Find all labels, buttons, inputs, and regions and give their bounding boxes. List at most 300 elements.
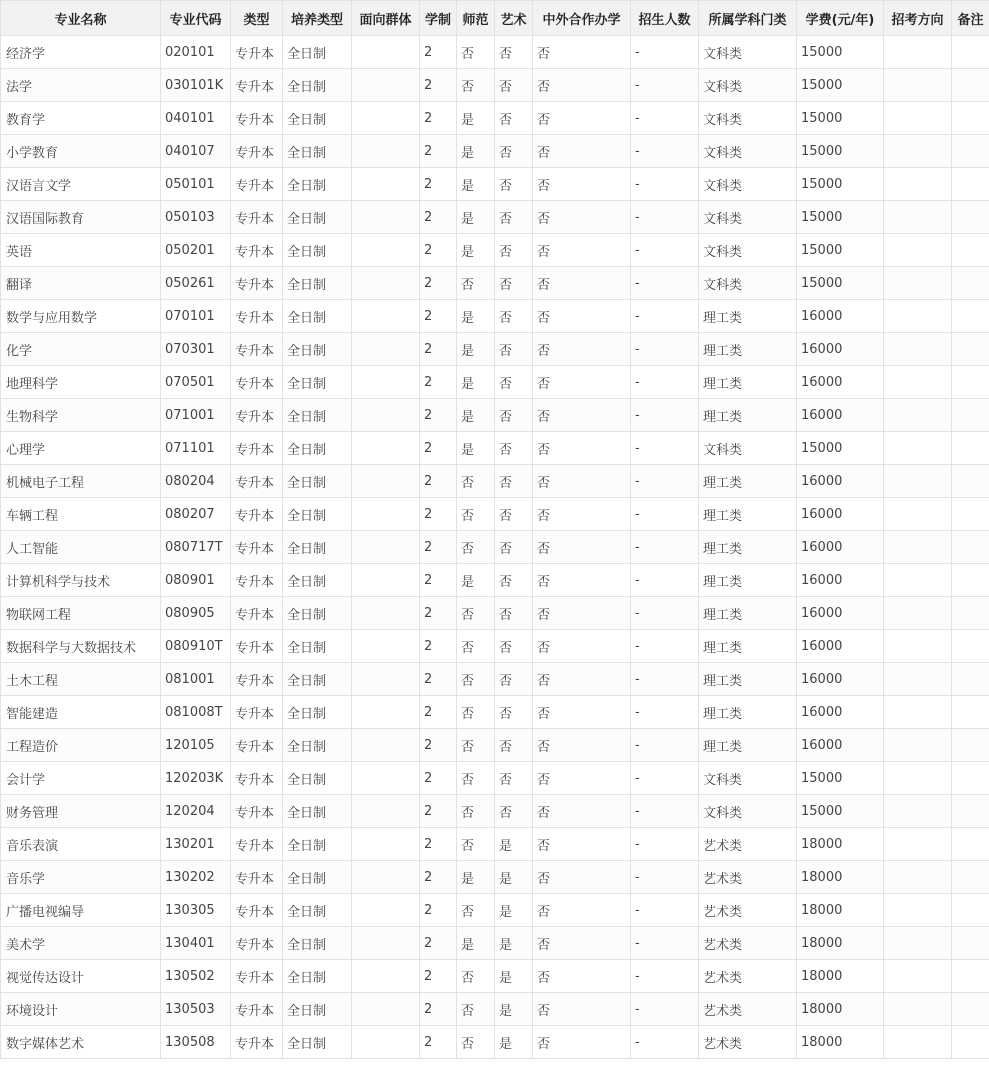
cell-exam-direction <box>884 300 952 333</box>
cell-exam-direction <box>884 267 952 300</box>
cell-discipline: 理工类 <box>699 333 797 366</box>
cell-duration: 2 <box>420 531 457 564</box>
cell-major-code: 050261 <box>161 267 231 300</box>
cell-major-name: 英语 <box>1 234 161 267</box>
header-duration: 学制 <box>420 1 457 36</box>
cell-remarks <box>952 465 989 498</box>
cell-major-code: 050101 <box>161 168 231 201</box>
cell-study-mode: 全日制 <box>283 465 352 498</box>
cell-joint-program: 否 <box>533 201 631 234</box>
cell-duration: 2 <box>420 993 457 1026</box>
table-row <box>1 465 989 498</box>
cell-exam-direction <box>884 597 952 630</box>
cell-art: 否 <box>495 597 533 630</box>
cell-enrollment: - <box>631 828 699 861</box>
cell-type: 专升本 <box>231 267 283 300</box>
cell-normal-school: 否 <box>457 894 495 927</box>
cell-joint-program: 否 <box>533 960 631 993</box>
table-body <box>1 36 989 1059</box>
cell-major-code: 080717T <box>161 531 231 564</box>
cell-art: 否 <box>495 795 533 828</box>
cell-duration: 2 <box>420 267 457 300</box>
cell-type: 专升本 <box>231 696 283 729</box>
table-row <box>1 960 989 993</box>
cell-remarks <box>952 267 989 300</box>
cell-major-code: 120105 <box>161 729 231 762</box>
cell-joint-program: 否 <box>533 663 631 696</box>
cell-duration: 2 <box>420 729 457 762</box>
cell-type: 专升本 <box>231 663 283 696</box>
cell-exam-direction <box>884 960 952 993</box>
cell-duration: 2 <box>420 762 457 795</box>
cell-duration: 2 <box>420 102 457 135</box>
cell-target-group <box>352 663 420 696</box>
cell-major-name: 教育学 <box>1 102 161 135</box>
cell-major-code: 130503 <box>161 993 231 1026</box>
header-study-mode: 培养类型 <box>283 1 352 36</box>
cell-major-name: 数字媒体艺术 <box>1 1026 161 1059</box>
table-row <box>1 36 989 69</box>
table-row <box>1 762 989 795</box>
cell-type: 专升本 <box>231 1026 283 1059</box>
cell-study-mode: 全日制 <box>283 36 352 69</box>
cell-target-group <box>352 498 420 531</box>
cell-discipline: 艺术类 <box>699 993 797 1026</box>
cell-duration: 2 <box>420 366 457 399</box>
cell-type: 专升本 <box>231 333 283 366</box>
cell-discipline: 文科类 <box>699 795 797 828</box>
cell-enrollment: - <box>631 795 699 828</box>
cell-art: 是 <box>495 960 533 993</box>
table-row <box>1 696 989 729</box>
cell-exam-direction <box>884 465 952 498</box>
cell-art: 否 <box>495 498 533 531</box>
cell-duration: 2 <box>420 927 457 960</box>
cell-normal-school: 是 <box>457 432 495 465</box>
cell-study-mode: 全日制 <box>283 729 352 762</box>
cell-target-group <box>352 861 420 894</box>
cell-type: 专升本 <box>231 531 283 564</box>
cell-enrollment: - <box>631 696 699 729</box>
cell-art: 否 <box>495 102 533 135</box>
header-art: 艺术 <box>495 1 533 36</box>
cell-study-mode: 全日制 <box>283 696 352 729</box>
cell-normal-school: 否 <box>457 993 495 1026</box>
cell-remarks <box>952 663 989 696</box>
cell-study-mode: 全日制 <box>283 960 352 993</box>
cell-exam-direction <box>884 531 952 564</box>
cell-study-mode: 全日制 <box>283 201 352 234</box>
cell-study-mode: 全日制 <box>283 333 352 366</box>
cell-normal-school: 是 <box>457 564 495 597</box>
cell-enrollment: - <box>631 267 699 300</box>
cell-exam-direction <box>884 69 952 102</box>
cell-tuition: 15000 <box>797 102 884 135</box>
cell-major-name: 音乐表演 <box>1 828 161 861</box>
cell-study-mode: 全日制 <box>283 1026 352 1059</box>
cell-remarks <box>952 828 989 861</box>
cell-discipline: 文科类 <box>699 432 797 465</box>
cell-exam-direction <box>884 663 952 696</box>
cell-major-code: 050201 <box>161 234 231 267</box>
cell-duration: 2 <box>420 399 457 432</box>
cell-joint-program: 否 <box>533 135 631 168</box>
cell-major-name: 小学教育 <box>1 135 161 168</box>
cell-study-mode: 全日制 <box>283 531 352 564</box>
cell-type: 专升本 <box>231 366 283 399</box>
table-row <box>1 795 989 828</box>
cell-type: 专升本 <box>231 432 283 465</box>
cell-art: 否 <box>495 465 533 498</box>
cell-study-mode: 全日制 <box>283 135 352 168</box>
cell-duration: 2 <box>420 300 457 333</box>
cell-exam-direction <box>884 201 952 234</box>
cell-remarks <box>952 630 989 663</box>
cell-exam-direction <box>884 795 952 828</box>
cell-major-name: 车辆工程 <box>1 498 161 531</box>
cell-major-name: 计算机科学与技术 <box>1 564 161 597</box>
cell-joint-program: 否 <box>533 333 631 366</box>
cell-exam-direction <box>884 828 952 861</box>
cell-joint-program: 否 <box>533 762 631 795</box>
cell-exam-direction <box>884 894 952 927</box>
table-row <box>1 564 989 597</box>
cell-duration: 2 <box>420 564 457 597</box>
table-row <box>1 333 989 366</box>
cell-major-name: 视觉传达设计 <box>1 960 161 993</box>
cell-remarks <box>952 861 989 894</box>
cell-remarks <box>952 234 989 267</box>
cell-duration: 2 <box>420 597 457 630</box>
cell-tuition: 15000 <box>797 69 884 102</box>
cell-remarks <box>952 597 989 630</box>
cell-discipline: 文科类 <box>699 168 797 201</box>
header-exam-direction: 招考方向 <box>884 1 952 36</box>
cell-normal-school: 否 <box>457 531 495 564</box>
cell-major-name: 经济学 <box>1 36 161 69</box>
cell-joint-program: 否 <box>533 102 631 135</box>
header-joint-program: 中外合作办学 <box>533 1 631 36</box>
cell-enrollment: - <box>631 597 699 630</box>
cell-study-mode: 全日制 <box>283 300 352 333</box>
cell-major-code: 080207 <box>161 498 231 531</box>
table-row <box>1 861 989 894</box>
cell-study-mode: 全日制 <box>283 894 352 927</box>
cell-exam-direction <box>884 1026 952 1059</box>
cell-discipline: 艺术类 <box>699 927 797 960</box>
cell-enrollment: - <box>631 927 699 960</box>
cell-discipline: 艺术类 <box>699 960 797 993</box>
cell-major-name: 广播电视编导 <box>1 894 161 927</box>
cell-art: 否 <box>495 36 533 69</box>
cell-duration: 2 <box>420 201 457 234</box>
cell-type: 专升本 <box>231 564 283 597</box>
cell-tuition: 15000 <box>797 267 884 300</box>
cell-enrollment: - <box>631 432 699 465</box>
cell-art: 否 <box>495 630 533 663</box>
cell-tuition: 16000 <box>797 564 884 597</box>
cell-major-name: 心理学 <box>1 432 161 465</box>
cell-joint-program: 否 <box>533 498 631 531</box>
cell-art: 否 <box>495 168 533 201</box>
cell-duration: 2 <box>420 498 457 531</box>
cell-enrollment: - <box>631 960 699 993</box>
cell-major-name: 物联网工程 <box>1 597 161 630</box>
cell-remarks <box>952 696 989 729</box>
cell-remarks <box>952 102 989 135</box>
cell-normal-school: 否 <box>457 828 495 861</box>
cell-target-group <box>352 597 420 630</box>
table-row <box>1 927 989 960</box>
cell-tuition: 15000 <box>797 234 884 267</box>
table-row <box>1 432 989 465</box>
cell-exam-direction <box>884 234 952 267</box>
cell-exam-direction <box>884 696 952 729</box>
cell-art: 否 <box>495 201 533 234</box>
cell-duration: 2 <box>420 960 457 993</box>
cell-enrollment: - <box>631 762 699 795</box>
cell-target-group <box>352 201 420 234</box>
cell-type: 专升本 <box>231 168 283 201</box>
cell-exam-direction <box>884 366 952 399</box>
cell-remarks <box>952 795 989 828</box>
cell-joint-program: 否 <box>533 828 631 861</box>
cell-joint-program: 否 <box>533 696 631 729</box>
cell-major-code: 120203K <box>161 762 231 795</box>
cell-target-group <box>352 630 420 663</box>
table-row <box>1 102 989 135</box>
cell-joint-program: 否 <box>533 465 631 498</box>
cell-major-name: 人工智能 <box>1 531 161 564</box>
cell-major-code: 070301 <box>161 333 231 366</box>
cell-normal-school: 是 <box>457 135 495 168</box>
cell-joint-program: 否 <box>533 993 631 1026</box>
cell-tuition: 16000 <box>797 333 884 366</box>
cell-tuition: 18000 <box>797 861 884 894</box>
cell-target-group <box>352 465 420 498</box>
cell-major-code: 130202 <box>161 861 231 894</box>
cell-tuition: 16000 <box>797 498 884 531</box>
cell-remarks <box>952 762 989 795</box>
cell-study-mode: 全日制 <box>283 828 352 861</box>
cell-normal-school: 是 <box>457 234 495 267</box>
cell-target-group <box>352 531 420 564</box>
cell-type: 专升本 <box>231 300 283 333</box>
cell-discipline: 文科类 <box>699 69 797 102</box>
cell-target-group <box>352 234 420 267</box>
cell-type: 专升本 <box>231 36 283 69</box>
cell-discipline: 理工类 <box>699 531 797 564</box>
table-row <box>1 531 989 564</box>
cell-target-group <box>352 135 420 168</box>
cell-discipline: 理工类 <box>699 300 797 333</box>
cell-enrollment: - <box>631 102 699 135</box>
cell-enrollment: - <box>631 630 699 663</box>
cell-duration: 2 <box>420 432 457 465</box>
header-major-name: 专业名称 <box>1 1 161 36</box>
cell-type: 专升本 <box>231 927 283 960</box>
cell-study-mode: 全日制 <box>283 663 352 696</box>
cell-joint-program: 否 <box>533 267 631 300</box>
table-row <box>1 399 989 432</box>
cell-art: 否 <box>495 432 533 465</box>
cell-tuition: 18000 <box>797 960 884 993</box>
cell-discipline: 文科类 <box>699 234 797 267</box>
cell-remarks <box>952 300 989 333</box>
cell-major-code: 081001 <box>161 663 231 696</box>
cell-normal-school: 是 <box>457 102 495 135</box>
cell-enrollment: - <box>631 300 699 333</box>
cell-type: 专升本 <box>231 960 283 993</box>
table-row <box>1 663 989 696</box>
cell-study-mode: 全日制 <box>283 102 352 135</box>
cell-duration: 2 <box>420 135 457 168</box>
table-row <box>1 267 989 300</box>
cell-tuition: 18000 <box>797 993 884 1026</box>
cell-study-mode: 全日制 <box>283 597 352 630</box>
cell-type: 专升本 <box>231 135 283 168</box>
cell-major-name: 化学 <box>1 333 161 366</box>
cell-tuition: 18000 <box>797 894 884 927</box>
cell-discipline: 理工类 <box>699 663 797 696</box>
cell-normal-school: 是 <box>457 366 495 399</box>
cell-target-group <box>352 432 420 465</box>
cell-target-group <box>352 333 420 366</box>
cell-major-code: 130502 <box>161 960 231 993</box>
cell-remarks <box>952 993 989 1026</box>
cell-remarks <box>952 69 989 102</box>
cell-enrollment: - <box>631 993 699 1026</box>
cell-enrollment: - <box>631 894 699 927</box>
cell-exam-direction <box>884 861 952 894</box>
cell-art: 否 <box>495 234 533 267</box>
cell-exam-direction <box>884 168 952 201</box>
cell-target-group <box>352 564 420 597</box>
cell-major-name: 生物科学 <box>1 399 161 432</box>
cell-enrollment: - <box>631 69 699 102</box>
cell-discipline: 理工类 <box>699 399 797 432</box>
cell-discipline: 理工类 <box>699 366 797 399</box>
cell-target-group <box>352 36 420 69</box>
cell-joint-program: 否 <box>533 927 631 960</box>
cell-tuition: 18000 <box>797 828 884 861</box>
cell-joint-program: 否 <box>533 564 631 597</box>
cell-enrollment: - <box>631 1026 699 1059</box>
cell-joint-program: 否 <box>533 399 631 432</box>
cell-major-name: 财务管理 <box>1 795 161 828</box>
cell-duration: 2 <box>420 663 457 696</box>
cell-duration: 2 <box>420 1026 457 1059</box>
cell-target-group <box>352 729 420 762</box>
cell-major-name: 工程造价 <box>1 729 161 762</box>
header-tuition: 学费(元/年) <box>797 1 884 36</box>
cell-discipline: 文科类 <box>699 36 797 69</box>
cell-tuition: 16000 <box>797 696 884 729</box>
cell-normal-school: 是 <box>457 300 495 333</box>
cell-discipline: 理工类 <box>699 630 797 663</box>
cell-discipline: 理工类 <box>699 465 797 498</box>
cell-type: 专升本 <box>231 498 283 531</box>
cell-normal-school: 否 <box>457 69 495 102</box>
cell-duration: 2 <box>420 630 457 663</box>
cell-enrollment: - <box>631 36 699 69</box>
cell-major-code: 080204 <box>161 465 231 498</box>
cell-major-name: 美术学 <box>1 927 161 960</box>
cell-art: 是 <box>495 927 533 960</box>
cell-joint-program: 否 <box>533 1026 631 1059</box>
cell-art: 否 <box>495 729 533 762</box>
cell-joint-program: 否 <box>533 234 631 267</box>
cell-normal-school: 否 <box>457 465 495 498</box>
cell-major-name: 地理科学 <box>1 366 161 399</box>
header-normal-school: 师范 <box>457 1 495 36</box>
cell-remarks <box>952 366 989 399</box>
cell-normal-school: 否 <box>457 960 495 993</box>
table-row <box>1 597 989 630</box>
cell-target-group <box>352 795 420 828</box>
cell-target-group <box>352 366 420 399</box>
cell-study-mode: 全日制 <box>283 795 352 828</box>
cell-major-code: 120204 <box>161 795 231 828</box>
cell-duration: 2 <box>420 894 457 927</box>
cell-type: 专升本 <box>231 630 283 663</box>
header-major-code: 专业代码 <box>161 1 231 36</box>
cell-art: 否 <box>495 696 533 729</box>
cell-normal-school: 否 <box>457 795 495 828</box>
cell-major-code: 130401 <box>161 927 231 960</box>
table-row <box>1 498 989 531</box>
cell-study-mode: 全日制 <box>283 432 352 465</box>
cell-tuition: 16000 <box>797 366 884 399</box>
cell-enrollment: - <box>631 168 699 201</box>
cell-major-code: 130201 <box>161 828 231 861</box>
cell-exam-direction <box>884 333 952 366</box>
cell-enrollment: - <box>631 729 699 762</box>
cell-duration: 2 <box>420 861 457 894</box>
cell-major-name: 土木工程 <box>1 663 161 696</box>
cell-normal-school: 否 <box>457 663 495 696</box>
cell-tuition: 15000 <box>797 432 884 465</box>
cell-remarks <box>952 927 989 960</box>
cell-tuition: 15000 <box>797 795 884 828</box>
cell-normal-school: 否 <box>457 498 495 531</box>
table-row <box>1 894 989 927</box>
cell-type: 专升本 <box>231 201 283 234</box>
cell-art: 是 <box>495 1026 533 1059</box>
cell-tuition: 16000 <box>797 597 884 630</box>
cell-target-group <box>352 696 420 729</box>
cell-exam-direction <box>884 927 952 960</box>
cell-major-code: 070101 <box>161 300 231 333</box>
cell-remarks <box>952 168 989 201</box>
cell-discipline: 文科类 <box>699 267 797 300</box>
cell-normal-school: 否 <box>457 597 495 630</box>
cell-study-mode: 全日制 <box>283 498 352 531</box>
cell-tuition: 16000 <box>797 399 884 432</box>
cell-target-group <box>352 993 420 1026</box>
table-row <box>1 828 989 861</box>
cell-exam-direction <box>884 498 952 531</box>
cell-duration: 2 <box>420 69 457 102</box>
cell-discipline: 艺术类 <box>699 1026 797 1059</box>
cell-major-code: 030101K <box>161 69 231 102</box>
header-target-group: 面向群体 <box>352 1 420 36</box>
table-row <box>1 630 989 663</box>
cell-duration: 2 <box>420 168 457 201</box>
cell-major-name: 机械电子工程 <box>1 465 161 498</box>
cell-target-group <box>352 69 420 102</box>
cell-type: 专升本 <box>231 729 283 762</box>
